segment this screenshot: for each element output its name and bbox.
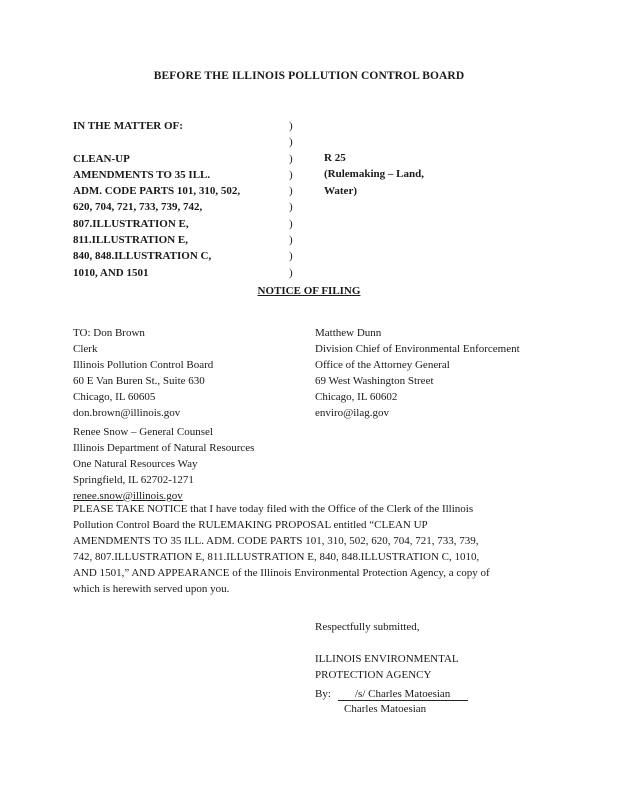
caption-line: ADM. CODE PARTS 101, 310, 502, — [73, 185, 241, 198]
caption-line: AMENDMENTS TO 35 ILL. — [73, 168, 211, 181]
agency-name: ILLINOIS ENVIRONMENTAL — [315, 652, 459, 665]
paren: ) — [289, 185, 293, 198]
paren: ) — [289, 250, 293, 263]
notice-body — [73, 502, 553, 597]
addressee-line: Renee Snow – General Counsel — [73, 426, 213, 438]
paren: ) — [289, 168, 293, 181]
caption-line: CLEAN-UP — [73, 152, 130, 165]
body-line: AMENDMENTS TO 35 ILL. ADM. CODE PARTS 101, 310, 502, 620, 704, 721, 733, 739, — [73, 534, 479, 547]
addressee-line: Clerk — [73, 342, 98, 355]
closing-block — [315, 620, 459, 684]
by-label: By: — [315, 688, 331, 700]
addressee-line: 60 E Van Buren St., Suite 630 — [73, 374, 205, 387]
caption-line: 811.ILLUSTRATION E, — [73, 234, 189, 247]
closing-salutation: Respectfully submitted, — [315, 621, 420, 633]
email-link[interactable]: enviro@ilag.gov — [315, 406, 389, 419]
email-link[interactable]: don.brown@illinois.gov — [73, 406, 181, 419]
addressee-line: Springfield, IL 62702-1271 — [73, 473, 194, 486]
paren: ) — [289, 266, 293, 279]
addressee-line: 69 West Washington Street — [315, 374, 434, 387]
paren: ) — [289, 120, 293, 132]
paren: ) — [289, 136, 293, 149]
case-docket — [324, 150, 424, 199]
addressee-block — [73, 425, 254, 505]
paren: ) — [289, 201, 293, 214]
paren: ) — [289, 152, 293, 165]
addressee-line: Chicago, IL 60605 — [73, 390, 156, 403]
addressee-line: TO: Don Brown — [73, 327, 145, 339]
caption-line: 840, 848.ILLUSTRATION C, — [73, 250, 212, 263]
paren: ) — [289, 234, 293, 247]
page-title: BEFORE THE ILLINOIS POLLUTION CONTROL BOARD — [153, 70, 465, 82]
caption-line: 620, 704, 721, 733, 739, 742, — [73, 201, 203, 214]
email-link[interactable]: renee.snow@illinois.gov — [73, 489, 183, 502]
docket-type: (Rulemaking – Land, — [324, 168, 424, 181]
addressee-block — [73, 326, 213, 421]
addressee-line: Matthew Dunn — [315, 327, 382, 339]
spacer — [315, 636, 459, 652]
body-line: AND 1501,” AND APPEARANCE of the Illinois Environmental Protection Agency, a copy of — [73, 566, 490, 579]
addressee-block — [315, 326, 520, 421]
addressee-line: Division Chief of Environmental Enforcement — [315, 342, 520, 355]
addressee-line: One Natural Resources Way — [73, 457, 198, 470]
agency-name: PROTECTION AGENCY — [315, 668, 432, 681]
paren: ) — [289, 217, 293, 230]
body-line: which is herewith served upon you. — [73, 582, 230, 595]
body-line: Pollution Control Board the RULEMAKING PROPOSAL entitled “CLEAN UP — [73, 518, 428, 531]
addressee-line: Office of the Attorney General — [315, 358, 450, 371]
addressee-line: Chicago, IL 60602 — [315, 390, 398, 403]
addressee-line: Illinois Department of Natural Resources — [73, 441, 255, 454]
caption-line: IN THE MATTER OF: — [73, 120, 183, 132]
signer-name: Charles Matoesian — [344, 703, 427, 715]
signature-line — [315, 688, 468, 701]
caption-line: 1010, AND 1501 — [73, 266, 149, 279]
docket-number: R 25 — [324, 152, 346, 164]
caption-line — [73, 134, 240, 150]
caption-parentheses — [289, 118, 293, 281]
addressee-line: Illinois Pollution Control Board — [73, 358, 214, 371]
case-caption-matter — [73, 118, 240, 281]
signature: /s/ Charles Matoesian — [338, 688, 468, 701]
body-line: 742, 807.ILLUSTRATION E, 811.ILLUSTRATION E, 840, 848.ILLUSTRATION C, 1010, — [73, 550, 480, 563]
docket-type: Water) — [324, 184, 357, 197]
caption-line: 807.ILLUSTRATION E, — [73, 217, 189, 230]
notice-heading: NOTICE OF FILING — [257, 285, 361, 297]
body-line: PLEASE TAKE NOTICE that I have today filed with the Office of the Clerk of the Illinois — [73, 503, 474, 515]
